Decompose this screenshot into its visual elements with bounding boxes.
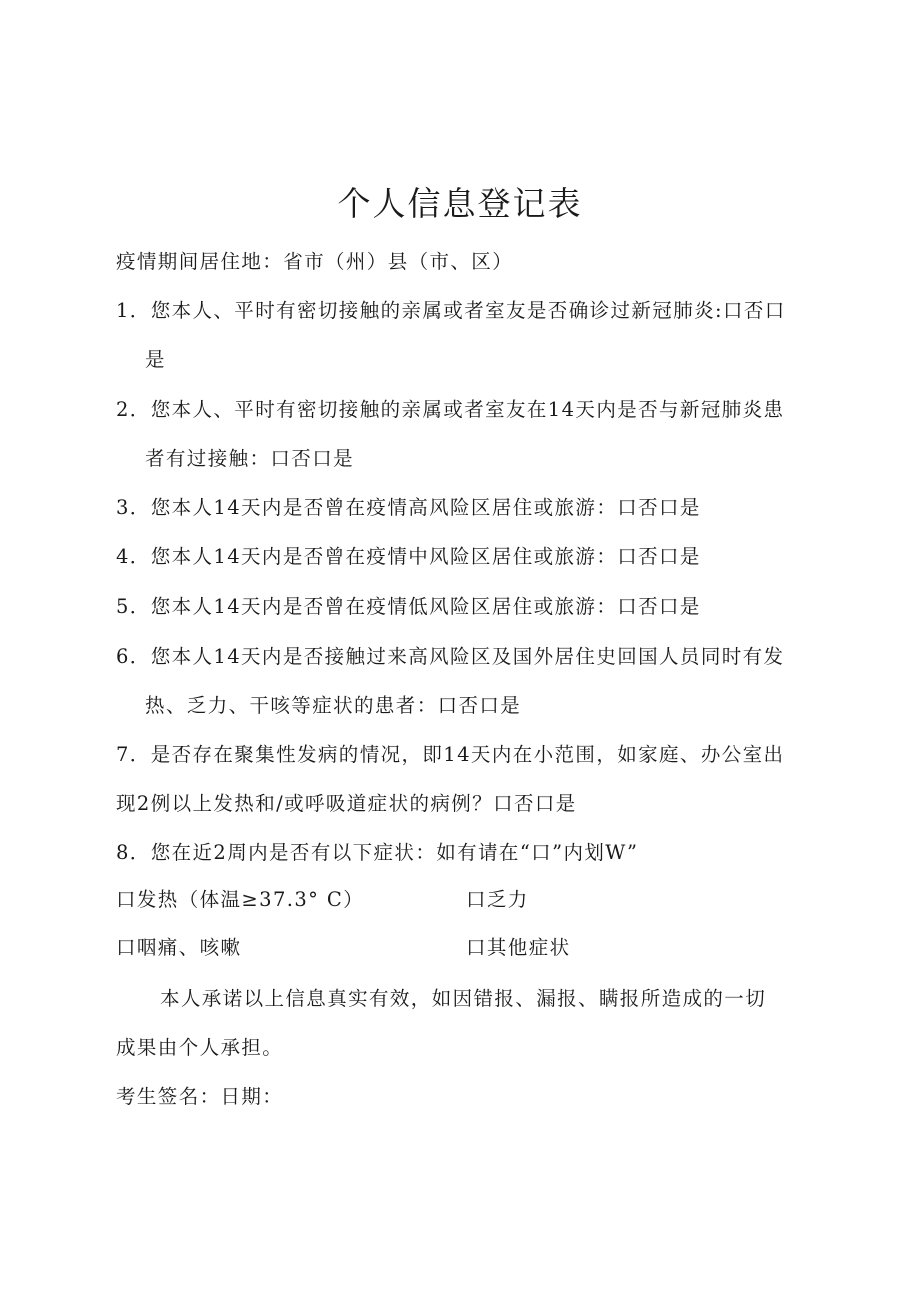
question-6-line-1: 6．您本人14天内是否接触过来高风险区及国外居住史回国人员同时有发 bbox=[116, 645, 785, 668]
pledge-line-2: 成果由个人承担。 bbox=[116, 1036, 284, 1059]
pledge-line-1: 本人承诺以上信息真实有效，如因错报、漏报、瞒报所造成的一切 bbox=[160, 987, 767, 1010]
symptom-sore-throat-checkbox[interactable]: 口咽痛、咳嗽 bbox=[116, 936, 242, 959]
page-title: 个人信息登记表 bbox=[337, 184, 583, 223]
question-2-line-2: 者有过接触：口否口是 bbox=[145, 447, 355, 470]
question-2-line-1: 2．您本人、平时有密切接触的亲属或者室友在14天内是否与新冠肺炎患 bbox=[116, 398, 785, 421]
symptom-other-checkbox[interactable]: 口其他症状 bbox=[466, 936, 571, 959]
question-5-line: 5．您本人14天内是否曾在疫情低风险区居住或旅游：口否口是 bbox=[116, 595, 701, 618]
question-1-line-1: 1．您本人、平时有密切接触的亲属或者室友是否确诊过新冠肺炎:口否口 bbox=[116, 299, 786, 322]
question-8-line: 8．您在近2周内是否有以下症状：如有请在“口”内划W” bbox=[116, 841, 639, 864]
question-4-line: 4．您本人14天内是否曾在疫情中风险区居住或旅游：口否口是 bbox=[116, 545, 701, 568]
residence-line: 疫情期间居住地：省市（州）县（市、区） bbox=[116, 250, 514, 273]
signature-date-line: 考生签名：日期： bbox=[116, 1085, 284, 1108]
question-3-line: 3．您本人14天内是否曾在疫情高风险区居住或旅游：口否口是 bbox=[116, 496, 701, 519]
question-7-line-1: 7．是否存在聚集性发病的情况，即14天内在小范围，如家庭、办公室出 bbox=[116, 743, 785, 766]
symptom-fever-checkbox[interactable]: 口发热（体温≥37.3° C） bbox=[116, 888, 365, 911]
question-6-line-2: 热、乏力、干咳等症状的患者：口否口是 bbox=[145, 694, 522, 717]
question-7-line-2: 现2例以上发热和/或呼吸道症状的病例？口否口是 bbox=[116, 792, 577, 815]
symptom-fatigue-checkbox[interactable]: 口乏力 bbox=[466, 888, 529, 911]
question-1-line-2: 是 bbox=[145, 348, 166, 371]
